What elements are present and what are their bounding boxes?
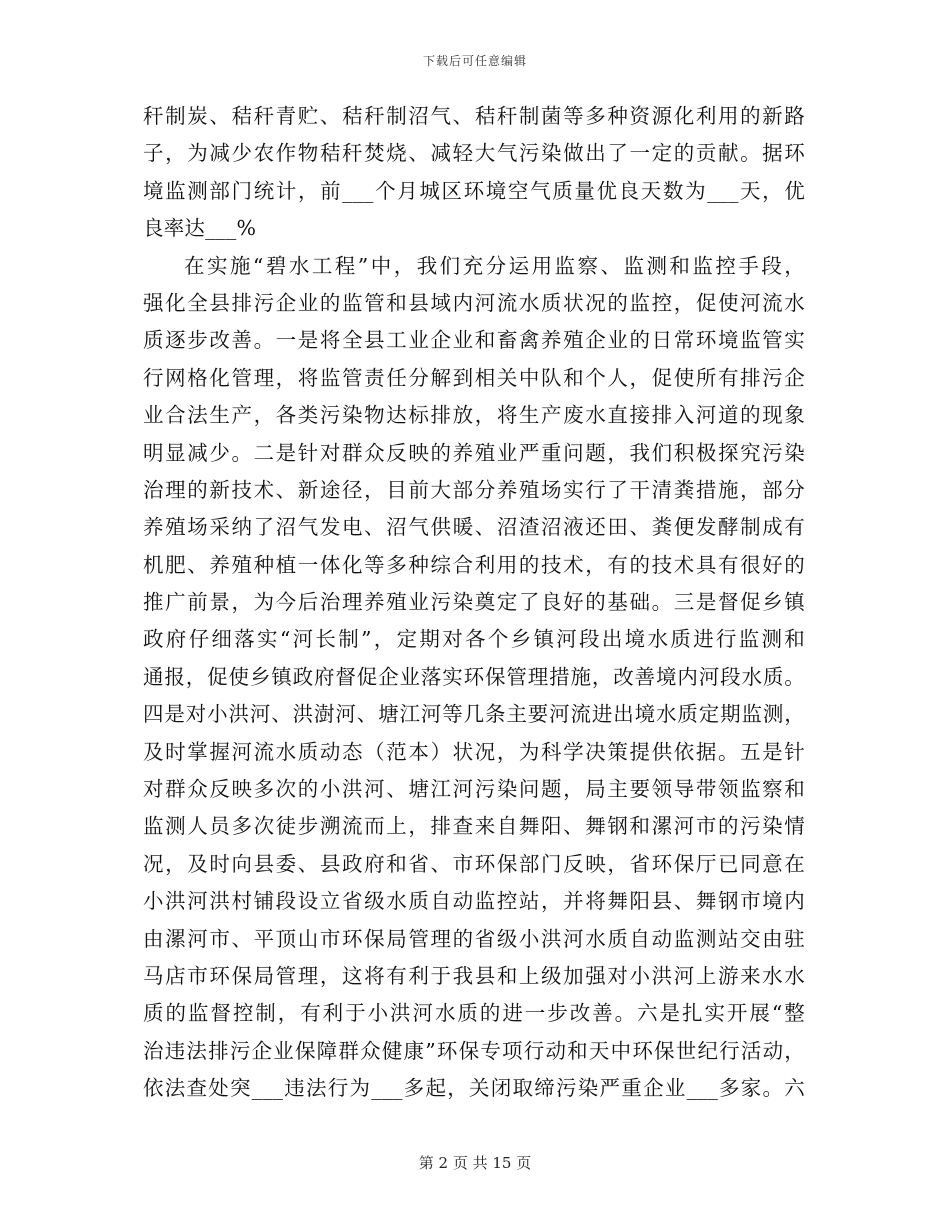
text-line: 强化全县排污企业的监管和县域内河流水质状况的监控，促使河流水 — [143, 290, 805, 315]
text-line: 四是对小洪河、洪澍河、塘江河等几条主要河流进出境水质定期监测， — [143, 702, 805, 727]
text-line: 通报，促使乡镇政府督促企业落实环保管理措施，改善境内河段水质。 — [143, 664, 805, 689]
text-line: 况，及时向县委、县政府和省、市环保部门反映，省环保厅已同意在 — [143, 851, 805, 876]
page-header-note: 下载后可任意编辑 — [422, 54, 527, 68]
text-line: 机肥、养殖种植一体化等多种综合利用的技术，有的技术具有很好的 — [143, 552, 805, 577]
page-number-footer: 第 2 页 共 15 页 — [418, 1154, 532, 1172]
text-line: 子，为减少农作物秸秆焚烧、减轻大气污染做出了一定的贡献。据环 — [143, 141, 805, 166]
text-line: 行网格化管理，将监管责任分解到相关中队和个人，促使所有排污企 — [143, 365, 805, 390]
text-line: 依法查处突___违法行为___多起，关闭取缔污染严重企业___多家。六 — [143, 1076, 805, 1101]
text-line: 业合法生产，各类污染物达标排放，将生产废水直接排入河道的现象 — [143, 403, 805, 428]
text-line: 及时掌握河流水质动态（范本）状况，为科学决策提供依据。五是针 — [143, 739, 805, 764]
text-line: 养殖场采纳了沼气发电、沼气供暖、沼渣沼液还田、粪便发酵制成有 — [143, 515, 805, 540]
text-line: 推广前景，为今后治理养殖业污染奠定了良好的基础。三是督促乡镇 — [143, 590, 805, 615]
text-line: 质逐步改善。一是将全县工业企业和畜禽养殖企业的日常环境监管实 — [143, 328, 805, 353]
text-line: 境监测部门统计，前___个月城区环境空气质量优良天数为___天，优 — [143, 178, 805, 203]
text-line: 监测人员多次徒步溯流而上，排查来自舞阳、舞钢和漯河市的污染情 — [143, 814, 805, 839]
text-line: 治理的新技术、新途径，目前大部分养殖场实行了干清粪措施，部分 — [143, 477, 805, 502]
text-line: 秆制炭、秸秆青贮、秸秆制沼气、秸秆制菌等多种资源化利用的新路 — [143, 104, 805, 128]
text-line: 良率达___% — [143, 216, 257, 241]
text-line: 明显减少。二是针对群众反映的养殖业严重问题，我们积极探究污染 — [143, 440, 805, 465]
text-line: 治违法排污企业保障群众健康”环保专项行动和天中环保世纪行活动， — [143, 1038, 805, 1063]
text-line: 由漯河市、平顶山市环保局管理的省级小洪河水质自动监测站交由驻 — [143, 926, 805, 951]
text-line: 对群众反映多次的小洪河、塘江河污染问题，局主要领导带领监察和 — [143, 777, 805, 802]
text-line: 质的监督控制，有利于小洪河水质的进一步改善。六是扎实开展“整 — [143, 1001, 805, 1026]
text-line: 小洪河洪村铺段设立省级水质自动监控站，并将舞阳县、舞钢市境内 — [143, 889, 805, 914]
text-line: 马店市环保局管理，这将有利于我县和上级加强对小洪河上游来水水 — [143, 963, 805, 988]
body-text — [143, 98, 805, 1108]
text-line: 政府仔细落实“河长制”，定期对各个乡镇河段出境水质进行监测和 — [143, 627, 805, 652]
text-line-paragraph-start: 在实施“碧水工程”中，我们充分运用监察、监测和监控手段， — [184, 253, 805, 278]
